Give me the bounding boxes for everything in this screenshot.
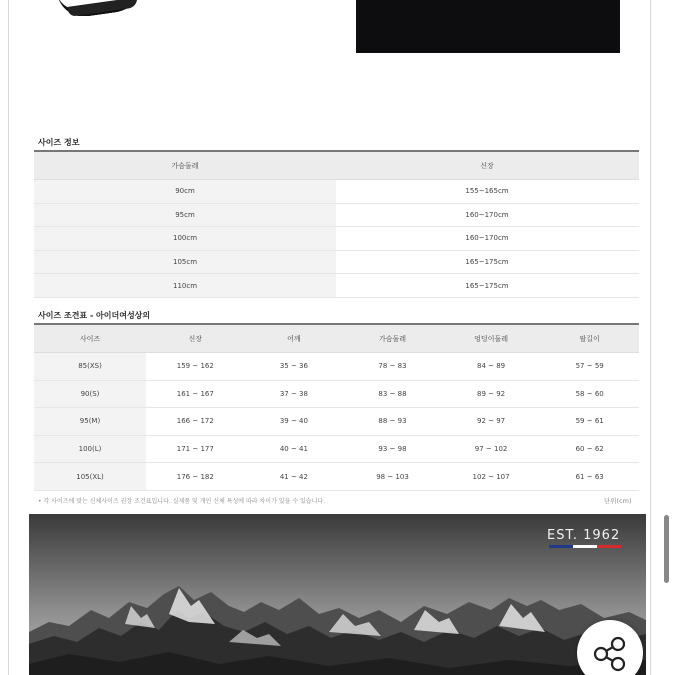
est-1962-label: EST. 1962 (547, 528, 621, 543)
mountain-banner (29, 514, 646, 675)
cell-arm: 61 ~ 63 (575, 472, 604, 481)
cell-arm: 59 ~ 61 (575, 417, 604, 426)
size-chart-table (34, 323, 639, 491)
cell-hip: 97 ~ 102 (474, 445, 508, 454)
cell-chest: 105cm (34, 251, 336, 274)
size-chart-note: • 각 사이즈에 맞는 신체사이즈 권장 조건표입니다. 실제품 및 개인 신체 특성에 따라 차이가 있을 수 있습니다. (38, 498, 326, 505)
cell-size: 90(S) (34, 381, 146, 408)
table-row (34, 180, 639, 204)
cell-height: 165~175cm (336, 251, 638, 274)
cell-chest: 88 ~ 93 (378, 417, 407, 426)
size-chart-title: 사이즈 조견표 - 아이더여성상의 (38, 311, 151, 320)
cell-arm: 58 ~ 60 (575, 389, 604, 398)
cell-arm: 60 ~ 62 (575, 445, 604, 454)
cell-hip: 92 ~ 97 (477, 417, 506, 426)
size-chart-header (34, 325, 639, 353)
unit-label: 단위(cm) (604, 497, 632, 505)
size-info-table (34, 150, 639, 298)
cell-shoulder: 40 ~ 41 (279, 445, 308, 454)
cell-hip: 84 ~ 89 (477, 362, 506, 371)
table-row (34, 204, 639, 228)
table-row (34, 251, 639, 275)
size-info-title: 사이즈 정보 (38, 138, 80, 147)
cell-height: 160~170cm (336, 204, 638, 227)
table-row (34, 227, 639, 251)
cell-height: 165~175cm (336, 274, 638, 297)
table-row (34, 463, 639, 491)
cell-hip: 102 ~ 107 (472, 472, 510, 481)
table-row (34, 381, 639, 409)
frame-border-left (8, 0, 9, 675)
header-chest: 가슴둘레 (378, 334, 407, 343)
cell-hip: 89 ~ 92 (477, 389, 506, 398)
table-row (34, 353, 639, 381)
cell-chest: 100cm (34, 227, 336, 250)
header-height: 신장 (480, 161, 494, 170)
cell-shoulder: 41 ~ 42 (279, 472, 308, 481)
frame-border-right (650, 0, 651, 675)
cell-shoulder: 39 ~ 40 (279, 417, 308, 426)
header-chest: 가슴둘레 (171, 161, 199, 170)
cell-chest: 90cm (34, 180, 336, 203)
cell-shoulder: 35 ~ 36 (279, 362, 308, 371)
header-shoulder: 어깨 (287, 334, 301, 343)
cell-shoulder: 37 ~ 38 (279, 389, 308, 398)
header-height: 신장 (188, 334, 203, 343)
scrollbar-thumb[interactable] (664, 515, 669, 583)
cell-chest: 110cm (34, 274, 336, 297)
cell-height: 161 ~ 167 (176, 389, 214, 398)
cell-height: 159 ~ 162 (176, 362, 214, 371)
cell-height: 155~165cm (336, 180, 638, 203)
cell-size: 85(XS) (34, 353, 146, 380)
cell-chest: 93 ~ 98 (378, 445, 407, 454)
cell-size: 105(XL) (34, 463, 146, 490)
header-arm: 팔길이 (579, 334, 600, 343)
table-row (34, 408, 639, 436)
tricolor-flag-bar (549, 545, 621, 548)
cell-height: 171 ~ 177 (176, 445, 214, 454)
header-size: 사이즈 (79, 334, 101, 343)
cell-chest: 83 ~ 88 (378, 389, 407, 398)
product-photo-jacket (356, 0, 620, 53)
cell-chest: 78 ~ 83 (378, 362, 407, 371)
cell-arm: 57 ~ 59 (575, 362, 604, 371)
header-hip: 엉덩이둘레 (474, 334, 508, 343)
product-photo-shoe (58, 0, 140, 16)
cell-size: 100(L) (34, 436, 146, 463)
share-button[interactable] (577, 620, 643, 675)
cell-chest: 95cm (34, 204, 336, 227)
cell-height: 176 ~ 182 (176, 472, 214, 481)
table-row (34, 436, 639, 464)
cell-chest: 98 ~ 103 (376, 472, 409, 481)
table-row (34, 274, 639, 298)
cell-height: 160~170cm (336, 227, 638, 250)
cell-size: 95(M) (34, 408, 146, 435)
size-info-header (34, 152, 639, 180)
cell-height: 166 ~ 172 (176, 417, 214, 426)
share-icon (577, 620, 643, 675)
